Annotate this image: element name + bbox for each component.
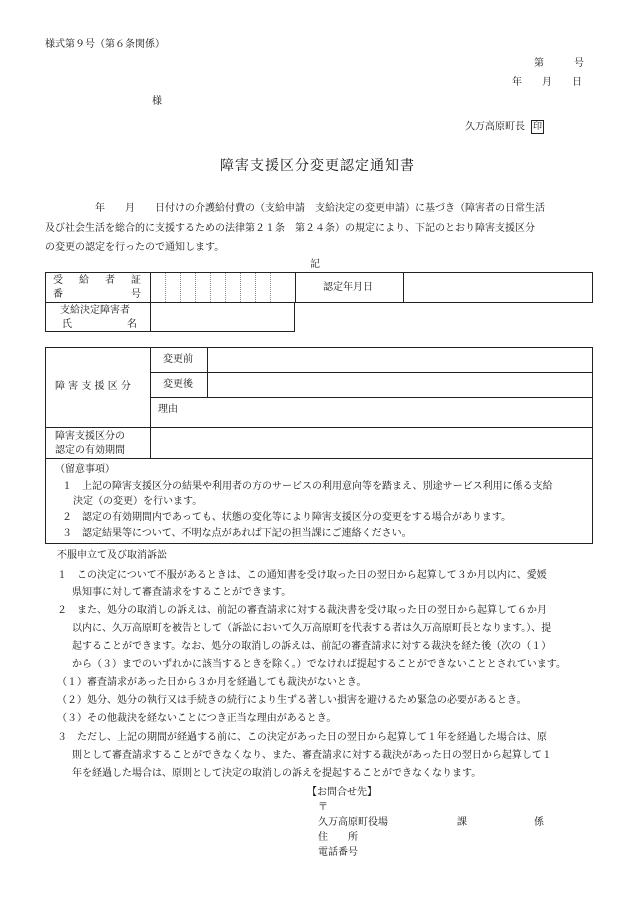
document-title: 障害支援区分変更認定通知書 bbox=[220, 158, 415, 174]
reason-label: 理由 bbox=[158, 404, 178, 415]
document-date: 年 月 日 bbox=[512, 77, 582, 88]
appeal-1-line-1: １ この決定について不服があるときは、この通知書を受け取った日の翌日から起算して３か月以内に、愛媛 bbox=[57, 570, 547, 581]
document-number: 第 号 bbox=[534, 58, 584, 69]
person-label: 支給決定障害者 bbox=[60, 305, 130, 316]
appeal-2-line-1: ２ また、処分の取消しの訴えは、前記の審査請求に対する裁決書を受け取った日の翌日から起算して６か月 bbox=[57, 605, 547, 616]
appeal-sub-3: （３）その他裁決を経ないことにつき正当な理由があるとき。 bbox=[57, 713, 337, 724]
period-label-1: 障害支援区分の bbox=[55, 431, 125, 442]
issuer-title: 久万高原町長 bbox=[465, 121, 525, 133]
section-ka: 課 bbox=[457, 817, 467, 828]
note-2: ２ 認定の有効期間内であっても、状態の変化等により障害支援区分の変更をする場合があります。 bbox=[62, 512, 512, 523]
address-label: 住 所 bbox=[318, 832, 358, 843]
body-line-1: 年 月 日付けの介護給付費の（支給申請 支給決定の変更申請）に基づき（障害者の日常生活 bbox=[95, 203, 545, 214]
ki-label: 記 bbox=[310, 259, 320, 270]
appeal-3-line-3: 年を経過した場合は、原則として決定の取消しの訴えを提起することができなくなります。 bbox=[72, 768, 482, 779]
seal-mark: 印 bbox=[532, 122, 542, 132]
addressee-suffix: 様 bbox=[152, 96, 162, 107]
notes-heading: （留意事項） bbox=[55, 464, 115, 475]
note-1-line-2: 決定（の変更）を行います。 bbox=[73, 496, 203, 507]
after-change-label: 変更後 bbox=[163, 379, 193, 390]
appeal-sub-1: （１）審査請求があった日から３か月を経過しても裁決がないとき。 bbox=[57, 677, 367, 688]
certification-date-label: 認定年月日 bbox=[323, 282, 373, 293]
name-label: 氏 名 bbox=[62, 319, 137, 330]
category-label: 障 害 支 援 区 分 bbox=[55, 381, 131, 392]
note-1-line-1: １ 上記の障害支援区分の結果や利用者の方のサービスの利用意向等を踏まえ、別途サービス利用に係る支給 bbox=[62, 481, 553, 492]
note-3: ３ 認定結果等について、不明な点があれば下記の担当課にご連絡ください。 bbox=[62, 528, 412, 539]
appeal-2-line-3: 起することができます。なお、処分の取消しの訴えは、前記の審査請求に対する裁決を経た後（次の（１） bbox=[72, 641, 552, 652]
recipient-number-label: 受 給 者 証 bbox=[53, 275, 141, 286]
period-label-2: 認定の有効期間 bbox=[55, 445, 125, 456]
section-kakari: 係 bbox=[534, 817, 544, 828]
appeal-1-line-2: 県知事に対して審査請求をすることができます。 bbox=[72, 587, 292, 598]
contact-heading: 【お問合せ先】 bbox=[307, 787, 377, 798]
postal-mark: 〒 bbox=[318, 802, 328, 813]
phone-label: 電話番号 bbox=[318, 847, 358, 858]
office-name: 久万高原町役場 bbox=[318, 817, 388, 828]
body-line-3: の変更の認定を行ったので通知します。 bbox=[45, 242, 225, 253]
before-change-label: 変更前 bbox=[163, 354, 193, 365]
appeal-sub-2: （２）処分、処分の執行又は手続きの続行により生ずる著しい損害を避けるため緊急の必要があるとき。 bbox=[57, 695, 527, 706]
form-number: 様式第９号（第６条関係） bbox=[45, 39, 165, 50]
appeal-3-line-1: ３ ただし、上記の期間が経過する前に、この決定があった日の翌日から起算して１年を経過した場合は、原 bbox=[57, 732, 547, 743]
issuer bbox=[465, 120, 544, 134]
body-line-2: 及び社会生活を総合的に支援するための法律第２１条 第２４条）の規定により、下記のとおり障害支援区分 bbox=[45, 223, 535, 234]
appeal-3-line-2: 則として審査請求することができなくなり、また、審査請求に対する裁決があった日の翌日から起算して１ bbox=[72, 750, 552, 761]
appeal-2-line-2: 以内に、久万高原町を被告として（訴訟において久万高原町を代表する者は久万高原町長となります。）、提 bbox=[72, 623, 552, 634]
recipient-number-label-2: 番 号 bbox=[53, 289, 141, 300]
appeal-2-line-4: から（３）までのいずれかに該当するときを除く。）でなければ提起することができないこととされています。 bbox=[72, 659, 566, 670]
appeal-heading: 不服申立て及び取消訴訟 bbox=[57, 550, 167, 561]
